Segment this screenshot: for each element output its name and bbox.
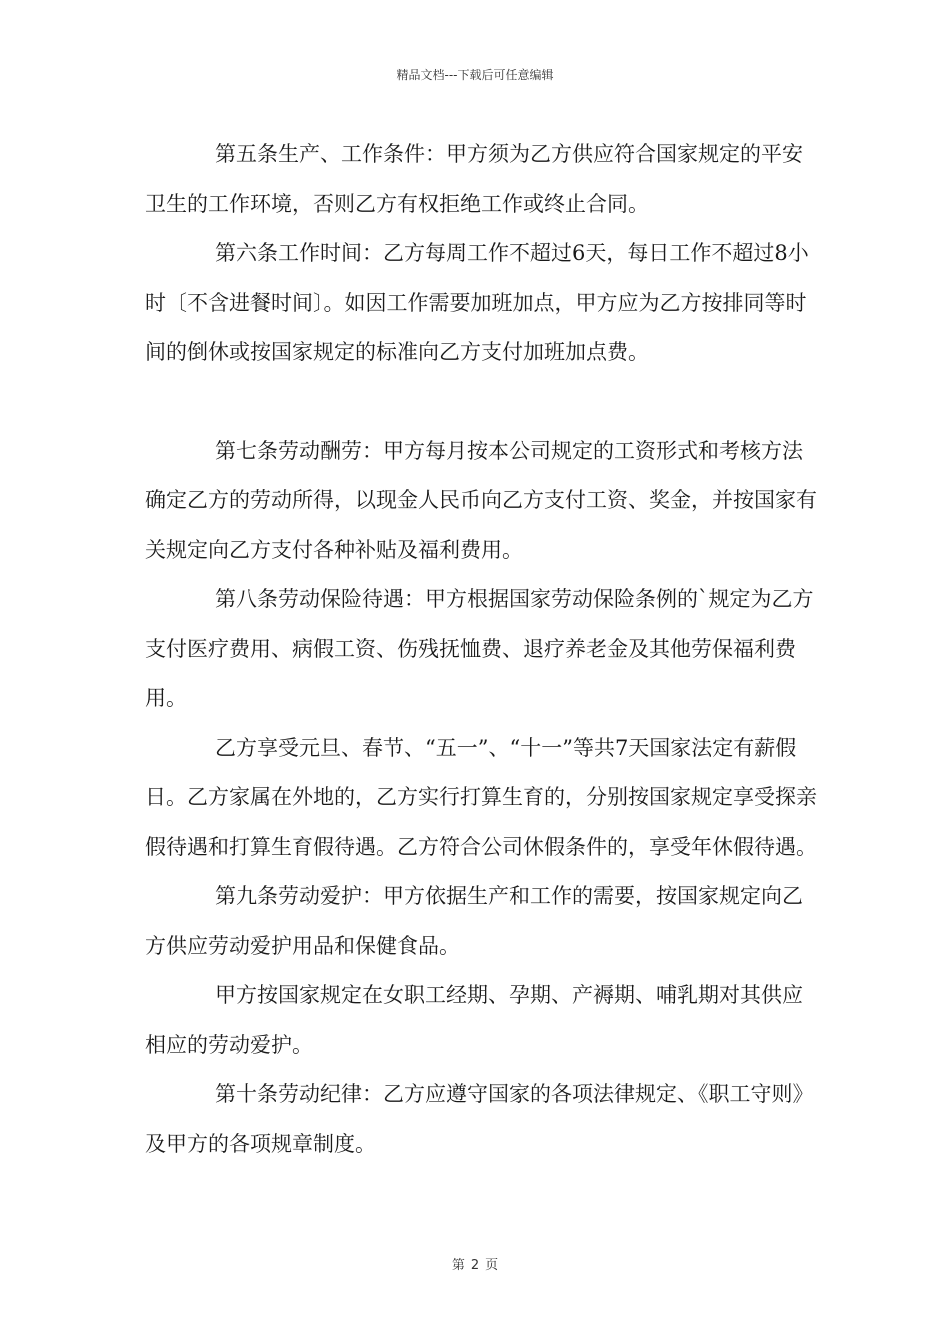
article-5-paragraph: 第五条生产、工作条件：甲方须为乙方供应符合国家规定的平安卫生的工作环境，否则乙方有权拒绝工作或终止合同。 [145, 142, 803, 216]
article-10-paragraph: 第十条劳动纪律：乙方应遵守国家的各项法律规定、《职工守则》及甲方的各项规章制度。 [145, 1082, 814, 1156]
article-6-paragraph: 第六条工作时间：乙方每周工作不超过6天，每日工作不超过8小时〔不含进餐时间〕。如因工作需要加班加点，甲方应为乙方按排同等时间的倒休或按国家规定的标准向乙方支付加班加点费。 [145, 241, 809, 364]
paragraph-spacer [145, 378, 817, 427]
page-suffix: 页 [485, 1258, 499, 1273]
page-footer [0, 1254, 950, 1273]
female-worker-protection-paragraph: 甲方按国家规定在女职工经期、孕期、产褥期、哺乳期对其供应相应的劳动爱护。 [145, 983, 803, 1057]
holiday-paragraph: 乙方享受元旦、春节、“五一”、“十一”等共7天国家法定有薪假日。乙方家属在外地的，乙方实行打算生育的，分别按国家规定享受探亲假待遇和打算生育假待遇。乙方符合公司休假条件的，享受年休假待遇。 [145, 735, 817, 859]
article-9-paragraph: 第九条劳动爱护：甲方依据生产和工作的需要，按国家规定向乙方供应劳动爱护用品和保健食品。 [145, 884, 803, 958]
document-body [145, 130, 817, 1169]
article-8-paragraph: 第八条劳动保险待遇：甲方根据国家劳动保险条例的`规定为乙方支付医疗费用、病假工资、伤残抚恤费、退疗养老金及其他劳保福利费用。 [145, 587, 814, 710]
page-prefix: 第 [451, 1258, 465, 1273]
page-header: 精品文档---下载后可任意编辑 [396, 68, 554, 82]
article-7-paragraph: 第七条劳动酬劳：甲方每月按本公司规定的工资形式和考核方法确定乙方的劳动所得，以现金人民币向乙方支付工资、奖金，并按国家有关规定向乙方支付各种补贴及福利费用。 [145, 438, 817, 562]
page-number: 2 [470, 1258, 480, 1273]
